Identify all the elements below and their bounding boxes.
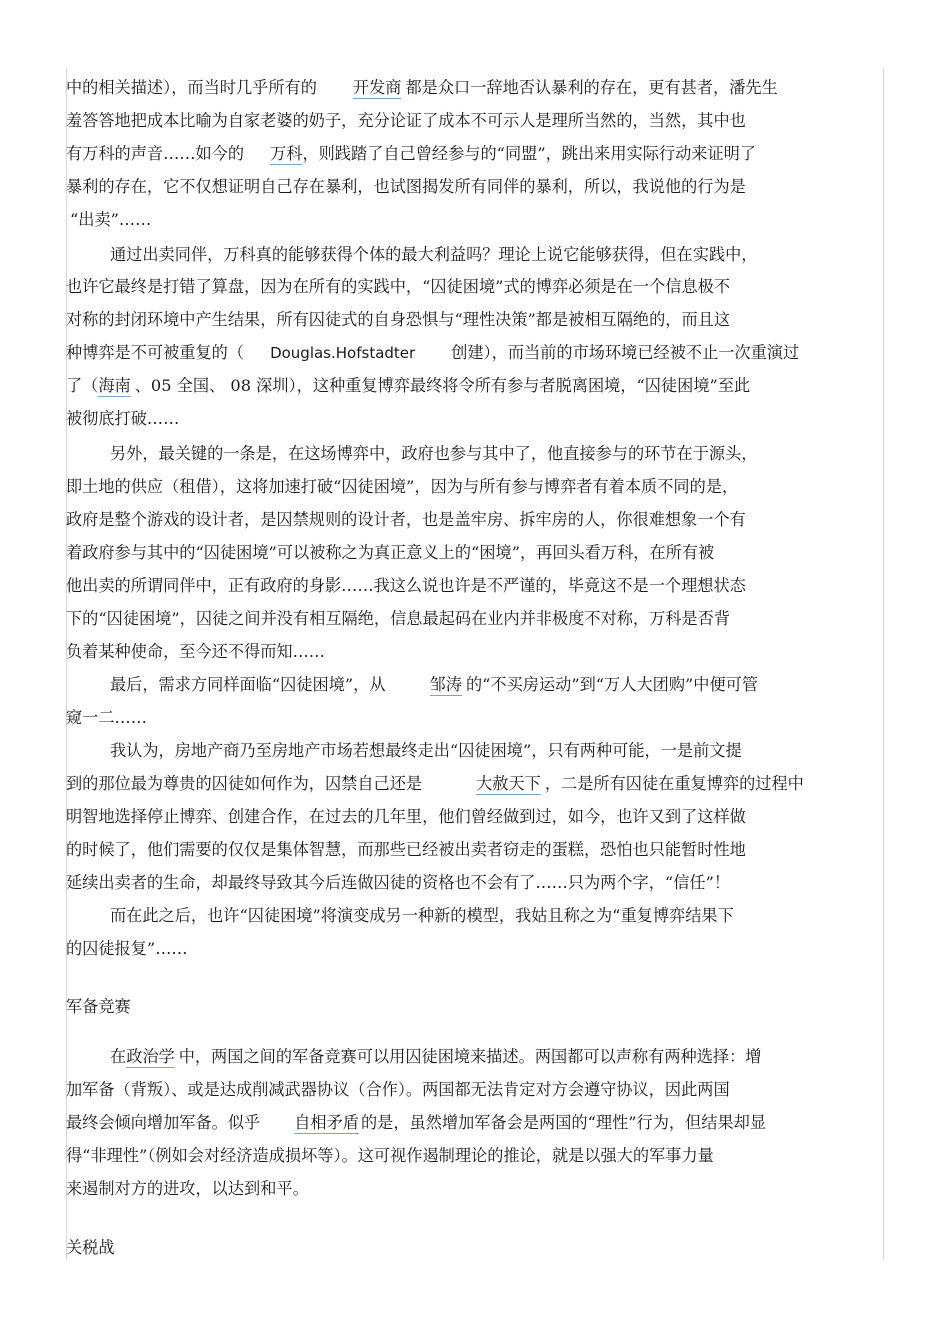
- text-run: 来遏制对方的进攻，以达到和平。: [66, 1179, 309, 1198]
- text-line: [66, 476, 738, 498]
- section-heading: 军备竞赛: [66, 997, 131, 1016]
- text-line: [66, 276, 730, 298]
- text-run: 负着某种使命，至今还不得而知……: [66, 642, 325, 661]
- text-run: 得“非理性”（例如会对经济造成损坏等）。这可视作遏制理论的推论，就是以强大的军事力量: [66, 1146, 714, 1165]
- text-run: 羞答答地把成本比喻为自家老婆的奶子，充分论证了成本不可示人是理所当然的，当然，其中也: [66, 111, 746, 130]
- text-run: 到的那位最为尊贵的囚徒如何作为，囚禁自己还是: [66, 774, 423, 793]
- right-margin-rule: [883, 68, 884, 1260]
- text-run: 的时候了，他们需要的仅仅是集体智慧，而那些已经被出卖者窃走的蛋糕，恐怕也只能暂时性地: [66, 840, 746, 859]
- text-line: [66, 509, 746, 531]
- text-run: 着政府参与其中的“囚徒困境”可以被称之为真正意义上的“困境”，再回头看万科，在所有被: [66, 543, 715, 562]
- text-line: [66, 575, 746, 597]
- text-run: 他出卖的所谓同伴中，正有政府的身影……我这么说也许是不严谨的，毕竟这不是一个理想状态: [66, 576, 746, 595]
- text-run: 窥一二……: [66, 708, 147, 727]
- text-run: 通过出卖同伴，万科真的能够获得个体的最大利益吗？理论上说它能够获得，但在实践中，: [110, 245, 758, 264]
- text-run: 暴利的存在，它不仅想证明自己存在暴利，也试图揭发所有同伴的暴利，所以，我说他的行为是: [66, 177, 746, 196]
- text-line: [66, 342, 799, 364]
- hyperlink[interactable]: 自相矛盾: [294, 1113, 359, 1132]
- text-line: [66, 309, 730, 331]
- text-run: 另外，最关键的一条是，在这场博弈中，政府也参与其中了，他直接参与的环节在于源头，: [110, 444, 758, 463]
- text-line: [66, 110, 746, 132]
- text-run: 、05 全国、 08 深圳），这种重复博弈最终将令所有参与者脱离困境，“囚徒困境”至此: [134, 376, 751, 395]
- text-run: 在: [110, 1047, 127, 1066]
- text-line: [66, 1178, 309, 1200]
- text-run: 的是，虽然增加军备会是两国的“理性”行为，但结果却显: [361, 1113, 767, 1132]
- text-run: 的囚徒报复”……: [66, 939, 188, 958]
- text-line: [66, 674, 758, 696]
- text-run: 明智地选择停止博弈、创建合作，在过去的几年里，他们曾经做到过，如今，也许又到了这样做: [66, 807, 746, 826]
- text-run: ，则践踏了自己曾经参与的“同盟”，跳出来用实际行动来证明了: [302, 144, 757, 163]
- text-line: [66, 806, 746, 828]
- hyperlink[interactable]: 大赦天下: [476, 774, 541, 793]
- text-run: 创建），而当前的市场环境已经被不止一次重演过: [451, 343, 800, 362]
- latin-text: Douglas.Hofstadter: [270, 344, 416, 362]
- text-line: [66, 773, 804, 795]
- hyperlink[interactable]: 海南: [98, 376, 131, 395]
- hyperlink[interactable]: 开发商: [352, 78, 402, 97]
- text-run: 中的相关描述），而当时几乎所有的: [66, 78, 317, 97]
- text-run: 下的“囚徒困境”，囚徒之间并没有相互隔绝，信息最起码在业内并非极度不对称，万科是否背: [66, 609, 731, 628]
- text-run: 延续出卖者的生命，却最终导致其今后连做囚徒的资格也不会有了……只为两个字，“信任”！: [66, 873, 731, 892]
- text-line: [66, 77, 778, 99]
- hyperlink[interactable]: 邹涛: [429, 675, 462, 694]
- text-line: [66, 244, 758, 266]
- text-run: 也许它最终是打错了算盘，因为在所有的实践中，“囚徒困境”式的博弈必须是在一个信息极不: [66, 277, 731, 296]
- text-line: [66, 1046, 762, 1068]
- text-run: 即土地的供应（租借），这将加速打破“囚徒困境”，因为与所有参与博弈者有着本质不同的是，: [66, 477, 739, 496]
- text-line: [66, 740, 742, 762]
- text-line: [66, 839, 746, 861]
- text-line: [66, 872, 730, 894]
- text-line: [66, 375, 750, 397]
- text-line: [66, 176, 746, 198]
- text-line: [66, 408, 179, 430]
- text-run: 加军备（背叛）、或是达成削减武器协议（合作）。两国都无法肯定对方会遵守协议，因此两国: [66, 1080, 730, 1099]
- text-line: [66, 641, 325, 663]
- text-line: [66, 938, 188, 960]
- text-run: 种博弈是不可被重复的（: [66, 343, 245, 362]
- text-run: 被彻底打破……: [66, 409, 180, 428]
- hyperlink[interactable]: 政治学: [126, 1047, 175, 1066]
- text-line: [66, 143, 756, 165]
- text-line: [66, 443, 758, 465]
- hyperlink[interactable]: 万科: [270, 144, 303, 163]
- text-line: [66, 1079, 730, 1101]
- text-run: 中，两国之间的军备竞赛可以用囚徒困境来描述。两国都可以声称有两种选择：增: [178, 1047, 762, 1066]
- text-run: 有万科的声音……如今的: [66, 144, 245, 163]
- section-heading: 关税战: [66, 1238, 115, 1257]
- text-run: 我认为，房地产商乃至房地产市场若想最终走出“囚徒困境”，只有两种可能，一是前文提: [110, 741, 742, 760]
- text-run: 都是众口一辞地否认暴利的存在，更有甚者，潘先生: [405, 78, 778, 97]
- text-run: 政府是整个游戏的设计者，是囚禁规则的设计者，也是盖牢房、拆牢房的人，你很难想象一个有: [66, 510, 746, 529]
- text-line: [66, 707, 147, 729]
- text-run: 最终会倾向增加军备。似乎: [66, 1113, 261, 1132]
- text-run: ，二是所有囚徒在重复博弈的过程中: [544, 774, 804, 793]
- text-run: “出卖”……: [70, 210, 152, 229]
- text-run: 了（: [66, 376, 99, 395]
- text-line: [66, 542, 714, 564]
- text-line: [66, 905, 734, 927]
- text-line: [66, 1112, 766, 1134]
- text-line: [66, 608, 730, 630]
- text-line: [66, 209, 151, 231]
- text-run: 的“不买房运动”到“万人大团购”中便可管: [465, 675, 759, 694]
- text-run: 最后，需求方同样面临“囚徒困境”，从: [110, 675, 386, 694]
- text-run: 而在此之后，也许“囚徒困境”将演变成另一种新的模型，我姑且称之为“重复博弈结果下: [110, 906, 734, 925]
- text-line: [66, 1145, 714, 1167]
- text-run: 对称的封闭环境中产生结果，所有囚徒式的自身恐惧与“理性决策”都是被相互隔绝的，而且这: [66, 310, 731, 329]
